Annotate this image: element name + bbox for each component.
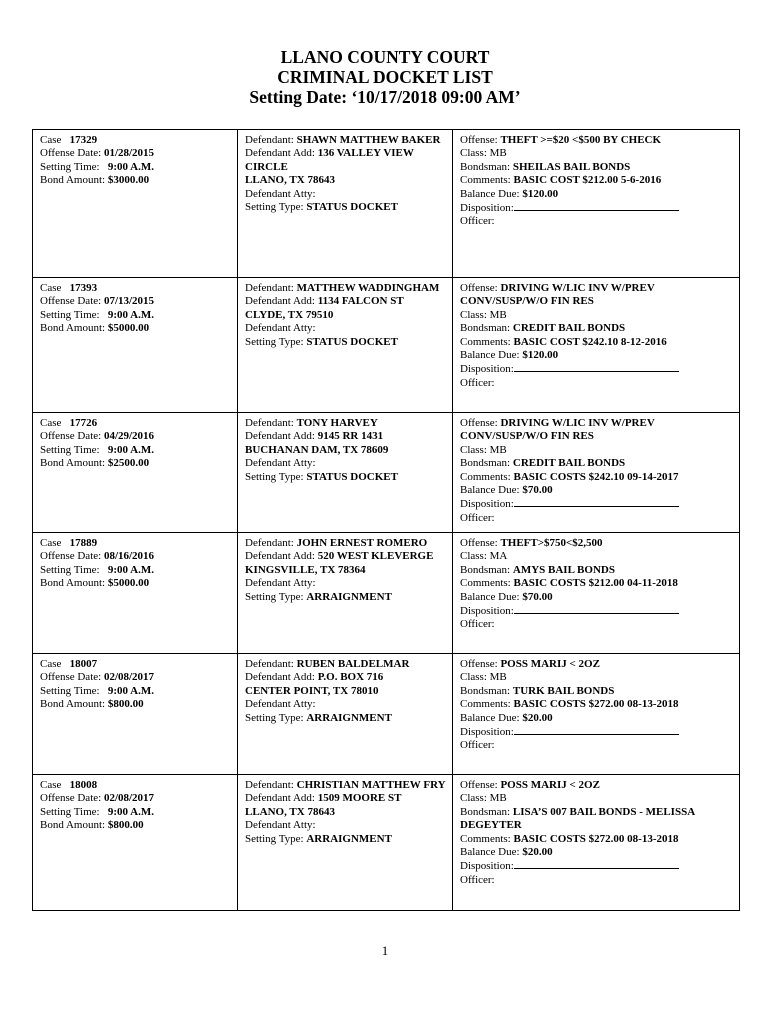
offense-class: MB (489, 147, 507, 160)
offense-date: 07/13/2015 (103, 295, 155, 308)
offense-class: MA (489, 550, 508, 563)
offense-info-cell (453, 278, 740, 413)
atty-line: Defendant Atty: (245, 322, 316, 335)
offense-line: Offense: POSS MARIJ < 2OZ (460, 779, 600, 791)
defendant-line: Defendant: CHRISTIAN MATTHEW FRY (245, 779, 446, 791)
offense-date-line: Offense Date: 01/28/2015 (40, 147, 155, 160)
comments: BASIC COSTS $272.00 08-13-2018 (513, 832, 679, 845)
defendant-city: CENTER POINT, TX 78010 (245, 684, 379, 697)
table-row (33, 130, 740, 278)
address-line: Defendant Add: 136 VALLEY VIEW CIRCLE (245, 147, 414, 173)
balance-due: $70.00 (522, 484, 553, 497)
bond-amount: $3000.00 (107, 174, 150, 187)
disposition-line: Disposition: (460, 604, 733, 618)
defendant-line: Defendant: TONY HARVEY (245, 417, 378, 429)
class-line: Class: MA (460, 550, 508, 563)
case-line: Case 17393 (40, 282, 98, 294)
balance-line: Balance Due: $120.00 (460, 187, 559, 200)
setting-type-line: Setting Type: ARRAIGNMENT (245, 832, 392, 845)
city-line (245, 444, 446, 457)
setting-type: ARRAIGNMENT (306, 590, 392, 603)
defendant-address: 1134 FALCON ST (317, 295, 404, 308)
balance-line: Balance Due: $20.00 (460, 846, 553, 859)
bondsman-line: Bondsman: LISA’S 007 BAIL BONDS - MELISSA DEGEYTER (460, 805, 695, 832)
offense-class: MB (489, 308, 507, 321)
offense-line: Offense: THEFT>$750<$2,500 (460, 537, 603, 549)
setting-time: 9:00 A.M. (107, 160, 154, 173)
setting-time-line: Setting Time: 9:00 A.M. (40, 443, 154, 456)
atty-line: Defendant Atty: (245, 187, 316, 200)
defendant-name: RUBEN BALDELMAR (296, 658, 410, 670)
bond-amount-line: Bond Amount: $3000.00 (40, 174, 150, 187)
bond-amount: $800.00 (107, 819, 144, 832)
disposition-blank (514, 201, 679, 211)
defendant-city: KINGSVILLE, TX 78364 (245, 563, 366, 576)
table-row (33, 533, 740, 654)
case-number: 18007 (69, 658, 98, 670)
officer-line: Officer: (460, 511, 495, 524)
defendant-city: LLANO, TX 78643 (245, 805, 335, 818)
defendant-address: 1509 MOORE ST (317, 792, 402, 805)
page-number: 1 (381, 943, 389, 958)
balance-line: Balance Due: $120.00 (460, 349, 559, 362)
setting-date: Setting Date: ‘10/17/2018 09:00 AM’ (249, 87, 521, 107)
table-row (33, 654, 740, 775)
case-info-cell (33, 775, 238, 911)
bond-amount-line: Bond Amount: $800.00 (40, 698, 144, 711)
offense-info-cell (453, 533, 740, 654)
setting-type-line: Setting Type: STATUS DOCKET (245, 201, 398, 214)
bondsman-line: Bondsman: AMYS BAIL BONDS (460, 563, 615, 576)
bond-amount-line: Bond Amount: $5000.00 (40, 322, 150, 335)
balance-line: Balance Due: $70.00 (460, 590, 553, 603)
officer-line: Officer: (460, 739, 495, 752)
offense-class: MB (489, 671, 507, 684)
bond-amount-line: Bond Amount: $5000.00 (40, 577, 150, 590)
docket-title: CRIMINAL DOCKET LIST (277, 67, 493, 87)
comments: BASIC COST $242.10 8-12-2016 (513, 335, 667, 348)
comments: BASIC COST $212.00 5-6-2016 (513, 174, 662, 187)
setting-time-line: Setting Time: 9:00 A.M. (40, 684, 154, 697)
setting-type-line: Setting Type: ARRAIGNMENT (245, 711, 392, 724)
comments-line: Comments: BASIC COSTS $242.10 09-14-2017 (460, 470, 679, 483)
bondsman: TURK BAIL BONDS (512, 684, 615, 697)
bondsman-line: Bondsman: CREDIT BAIL BONDS (460, 322, 626, 335)
atty-line: Defendant Atty: (245, 819, 316, 832)
offense-date-line: Offense Date: 08/16/2016 (40, 550, 155, 563)
bond-amount: $5000.00 (107, 322, 150, 335)
class-line: Class: MB (460, 443, 507, 456)
offense-date-line: Offense Date: 04/29/2016 (40, 430, 155, 443)
case-number: 18008 (69, 779, 98, 791)
defendant-info-cell (238, 278, 453, 413)
case-number: 17329 (69, 134, 98, 146)
setting-time-line: Setting Time: 9:00 A.M. (40, 805, 154, 818)
case-number: 17393 (69, 282, 98, 294)
bondsman-line: Bondsman: SHEILAS BAIL BONDS (460, 160, 631, 173)
defendant-address: P.O. BOX 716 (317, 671, 384, 684)
bondsman: SHEILAS BAIL BONDS (512, 160, 631, 173)
defendant-address: 9145 RR 1431 (317, 430, 384, 443)
docket-header (0, 47, 770, 107)
defendant-name: TONY HARVEY (296, 417, 378, 429)
bondsman: AMYS BAIL BONDS (512, 563, 615, 576)
offense-date: 02/08/2017 (103, 671, 155, 684)
defendant-line: Defendant: JOHN ERNEST ROMERO (245, 537, 428, 549)
case-number: 17889 (69, 537, 98, 549)
offense-info-cell (453, 413, 740, 533)
bondsman: CREDIT BAIL BONDS (512, 457, 626, 470)
case-info-cell (33, 654, 238, 775)
case-line: Case 17889 (40, 537, 98, 549)
setting-type: ARRAIGNMENT (306, 711, 392, 724)
city-line (245, 806, 446, 819)
address-line: Defendant Add: P.O. BOX 716 (245, 671, 384, 684)
defendant-name: JOHN ERNEST ROMERO (296, 537, 428, 549)
case-line: Case 17329 (40, 134, 98, 146)
disposition-line: Disposition: (460, 362, 733, 376)
defendant-info-cell (238, 130, 453, 278)
case-line: Case 18007 (40, 658, 98, 670)
defendant-city: LLANO, TX 78643 (245, 174, 335, 187)
setting-time: 9:00 A.M. (107, 805, 154, 818)
table-row (33, 278, 740, 413)
atty-line: Defendant Atty: (245, 698, 316, 711)
offense-date: 04/29/2016 (103, 430, 155, 443)
address-line: Defendant Add: 1509 MOORE ST (245, 792, 402, 805)
setting-time-line: Setting Time: 9:00 A.M. (40, 563, 154, 576)
atty-line: Defendant Atty: (245, 577, 316, 590)
defendant-name: CHRISTIAN MATTHEW FRY (296, 779, 446, 791)
defendant-address: 136 VALLEY VIEW CIRCLE (245, 147, 414, 173)
defendant-name: SHAWN MATTHEW BAKER (296, 134, 441, 146)
offense: POSS MARIJ < 2OZ (500, 779, 600, 791)
bondsman-line: Bondsman: CREDIT BAIL BONDS (460, 457, 626, 470)
table-row (33, 413, 740, 533)
bond-amount-line: Bond Amount: $2500.00 (40, 457, 150, 470)
comments-line: Comments: BASIC COST $212.00 5-6-2016 (460, 174, 662, 187)
defendant-info-cell (238, 775, 453, 911)
officer-line: Officer: (460, 376, 495, 389)
city-line (245, 174, 446, 187)
defendant-line: Defendant: RUBEN BALDELMAR (245, 658, 410, 670)
comments-line: Comments: BASIC COSTS $212.00 04-11-2018 (460, 577, 678, 590)
setting-type: ARRAIGNMENT (306, 832, 392, 845)
balance-due: $120.00 (522, 349, 559, 362)
setting-time: 9:00 A.M. (107, 563, 154, 576)
offense: THEFT >=$20 <$500 BY CHECK (500, 134, 662, 146)
offense-class: MB (489, 443, 507, 456)
address-line: Defendant Add: 9145 RR 1431 (245, 430, 384, 443)
bond-amount: $800.00 (107, 698, 144, 711)
bondsman-line: Bondsman: TURK BAIL BONDS (460, 684, 615, 697)
offense-date: 01/28/2015 (103, 147, 155, 160)
class-line: Class: MB (460, 671, 507, 684)
offense: THEFT>$750<$2,500 (500, 537, 603, 549)
disposition-line: Disposition: (460, 497, 733, 511)
offense-line: Offense: THEFT >=$20 <$500 BY CHECK (460, 134, 662, 146)
case-info-cell (33, 130, 238, 278)
address-line: Defendant Add: 1134 FALCON ST (245, 295, 404, 308)
offense-info-cell (453, 130, 740, 278)
defendant-address: 520 WEST KLEVERGE (317, 550, 434, 563)
comments-line: Comments: BASIC COSTS $272.00 08-13-2018 (460, 832, 679, 845)
disposition-blank (514, 362, 679, 372)
defendant-line: Defendant: SHAWN MATTHEW BAKER (245, 134, 441, 146)
balance-line: Balance Due: $20.00 (460, 711, 553, 724)
disposition-line: Disposition: (460, 201, 733, 215)
setting-time-line: Setting Time: 9:00 A.M. (40, 160, 154, 173)
defendant-city: BUCHANAN DAM, TX 78609 (245, 443, 389, 456)
case-number: 17726 (69, 417, 98, 429)
offense: DRIVING W/LIC INV W/PREV CONV/SUSP/W/O FIN RES (460, 282, 655, 308)
city-line (245, 564, 446, 577)
defendant-line: Defendant: MATTHEW WADDINGHAM (245, 282, 440, 294)
bond-amount: $5000.00 (107, 577, 150, 590)
offense: DRIVING W/LIC INV W/PREV CONV/SUSP/W/O FIN RES (460, 417, 655, 443)
bondsman: LISA’S 007 BAIL BONDS - MELISSA DEGEYTER (460, 805, 695, 832)
setting-time: 9:00 A.M. (107, 443, 154, 456)
offense-line: Offense: DRIVING W/LIC INV W/PREV CONV/SUSP/W/O FIN RES (460, 417, 655, 443)
comments: BASIC COSTS $272.00 08-13-2018 (513, 698, 679, 711)
bondsman: CREDIT BAIL BONDS (512, 322, 626, 335)
table-row (33, 775, 740, 911)
disposition-line: Disposition: (460, 859, 733, 873)
offense-class: MB (489, 792, 507, 805)
setting-type: STATUS DOCKET (306, 335, 398, 348)
case-info-cell (33, 413, 238, 533)
setting-time-line: Setting Time: 9:00 A.M. (40, 308, 154, 321)
offense-date: 02/08/2017 (103, 792, 155, 805)
setting-type: STATUS DOCKET (306, 201, 398, 214)
class-line: Class: MB (460, 147, 507, 160)
defendant-info-cell (238, 413, 453, 533)
offense-date-line: Offense Date: 02/08/2017 (40, 671, 155, 684)
disposition-line: Disposition: (460, 725, 733, 739)
case-info-cell (33, 278, 238, 413)
comments-line: Comments: BASIC COST $242.10 8-12-2016 (460, 335, 667, 348)
setting-type: STATUS DOCKET (306, 470, 398, 483)
defendant-city: CLYDE, TX 79510 (245, 308, 334, 321)
atty-line: Defendant Atty: (245, 457, 316, 470)
officer-line: Officer: (460, 618, 495, 631)
officer-line: Officer: (460, 873, 495, 886)
city-line (245, 309, 446, 322)
disposition-blank (514, 604, 679, 614)
class-line: Class: MB (460, 792, 507, 805)
address-line: Defendant Add: 520 WEST KLEVERGE (245, 550, 434, 563)
setting-time: 9:00 A.M. (107, 308, 154, 321)
setting-type-line: Setting Type: STATUS DOCKET (245, 335, 398, 348)
comments: BASIC COSTS $212.00 04-11-2018 (513, 577, 678, 590)
defendant-name: MATTHEW WADDINGHAM (296, 282, 440, 294)
defendant-info-cell (238, 654, 453, 775)
balance-due: $20.00 (522, 711, 553, 724)
balance-line: Balance Due: $70.00 (460, 484, 553, 497)
city-line (245, 685, 446, 698)
balance-due: $20.00 (522, 846, 553, 859)
court-title: LLANO COUNTY COURT (280, 47, 490, 67)
offense-info-cell (453, 775, 740, 911)
case-line: Case 17726 (40, 417, 98, 429)
offense-date-line: Offense Date: 02/08/2017 (40, 792, 155, 805)
class-line: Class: MB (460, 308, 507, 321)
offense: POSS MARIJ < 2OZ (500, 658, 600, 670)
disposition-blank (514, 725, 679, 735)
offense-line: Offense: DRIVING W/LIC INV W/PREV CONV/SUSP/W/O FIN RES (460, 282, 655, 308)
disposition-blank (514, 859, 679, 869)
defendant-info-cell (238, 533, 453, 654)
offense-line: Offense: POSS MARIJ < 2OZ (460, 658, 600, 670)
setting-type-line: Setting Type: STATUS DOCKET (245, 470, 398, 483)
bond-amount-line: Bond Amount: $800.00 (40, 819, 144, 832)
balance-due: $120.00 (522, 187, 559, 200)
balance-due: $70.00 (522, 590, 553, 603)
setting-time: 9:00 A.M. (107, 684, 154, 697)
case-info-cell (33, 533, 238, 654)
disposition-blank (514, 497, 679, 507)
offense-date-line: Offense Date: 07/13/2015 (40, 295, 155, 308)
officer-line: Officer: (460, 215, 495, 228)
comments-line: Comments: BASIC COSTS $272.00 08-13-2018 (460, 698, 679, 711)
setting-type-line: Setting Type: ARRAIGNMENT (245, 590, 392, 603)
offense-info-cell (453, 654, 740, 775)
comments: BASIC COSTS $242.10 09-14-2017 (513, 470, 679, 483)
docket-table (32, 129, 740, 911)
case-line: Case 18008 (40, 779, 98, 791)
offense-date: 08/16/2016 (103, 550, 155, 563)
bond-amount: $2500.00 (107, 457, 150, 470)
